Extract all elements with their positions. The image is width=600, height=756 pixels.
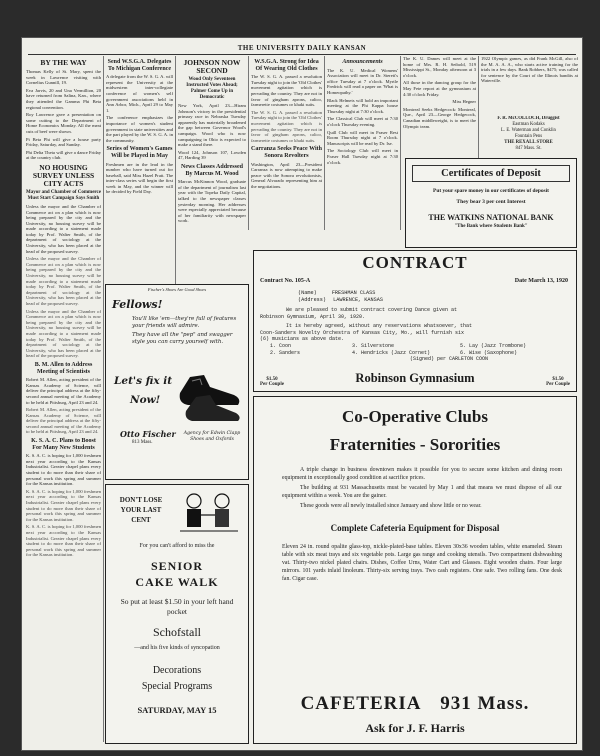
housing-body: Unless the mayor and the Chamber of Commerce act on a plan which is now being prepared by the city and the University, no housing survey will be made according to a statement made today by Prof. Walter Smith, of the department of sociology at the University, who has been placed at the head of the proposed survey. [26, 308, 101, 359]
announcement: Quill Club will meet in Fraser Rest Room Thursday night at 7 o'clock. Manuscripts will be read by Dr. Ise. [327, 129, 398, 146]
brief: Pi Beta Phi will give a house party Friday, Saturday, and Sunday. [26, 136, 101, 148]
contract-signed: (Signed) per CARLETON COON [410, 356, 489, 363]
old-clothes-body: The W. S. G. A. passed a resolution Tuesday night to join the 'Old Clothes' movement agitation which is pervading the country. They are not in favor of gingham aprons, calico, farmerette costumes or khaki suits. [251, 109, 322, 143]
contract-line: Coon-Sanders Novelty Orchestra of Kansas City, Mo., will furnish six [260, 329, 465, 336]
player: 2. Sanders [270, 349, 301, 356]
announcement: The Classical Club will meet at 7:30 o'clock Thursday evening. [327, 116, 398, 127]
cakewalk-extra: Special Programs [141, 681, 213, 692]
name-value: FRESHMAN CLASS [331, 290, 376, 296]
cakewalk-ad [105, 484, 249, 744]
contract-number: Contract No. 105-A [260, 278, 311, 284]
cafeteria-name: CAFETERIA [300, 693, 421, 714]
deposit-ad [405, 158, 577, 248]
column-rule [103, 56, 104, 742]
cafeteria-ad [253, 396, 577, 744]
fellows-pitch: You'll like 'em—they're full of features your friends will admire. [132, 316, 237, 329]
announcement: The Sociology Club will meet in Fraser Hall Tuesday night at 7:30 o'clock. [327, 148, 398, 165]
contract-line: We are pleased to submit contract covering Dance given at [286, 307, 458, 313]
johnson-tally: Wood 124, Johnson 107, Lowden 47, Harding 39 [178, 149, 246, 161]
masthead: THE UNIVERSITY DAILY KANSAN [237, 44, 367, 52]
womens-games-headline: Series of Women's Games Will be Played in May [106, 146, 173, 159]
price-note: Per Couple [546, 382, 570, 387]
allen-body: Robert M. Allen, acting president of the Kansas Academy of Science, will deliver the principal address at the fifty-second annual meeting of the Academy to be held at Pittsburg, April 23 and 24. [26, 407, 101, 435]
druggist-name: F. R. McCOLLOCH, Druggist [497, 116, 560, 121]
contract-date: Date March 13, 1920 [514, 278, 568, 284]
dont-lose-text [110, 495, 172, 525]
cakewalk-line: CENT [131, 516, 151, 524]
column-5 [327, 56, 398, 246]
column-rule [400, 56, 401, 230]
player: 4. Hendricks (Jazz Cornet) [352, 349, 431, 356]
equipment-list: Eleven 24 in. round opalite glass-top, nickle-plated-base tables. Eleven 30x36 wooden tables, white enameled. Steam table with six meat trays and six vegetable pots. Large gas range and cooking utensils. Two compartment dishwashing vat. Thirty-two nickel plated chairs. Dishes, Coffee Urns, Water Cart and Glasses. Eight wooden chairs. Four large mirrors. 101 yards inlaid linoleum. Thirty-six serving trays. Two cash registers. One safe. Two rolling fans. One desk fan. Cigar case. [282, 543, 562, 582]
player: 5. Lay (Jazz Trombone) [460, 342, 527, 349]
cakewalk-price: So put at least $1.50 in your left hand pocket [120, 597, 234, 616]
price-note: Per Couple [260, 382, 284, 387]
coop-body: A triple change in business downtown makes it possible for you to secure some kitchen and dining room equipment in exceptionally good condition at sacrifice prices. [282, 467, 562, 481]
coop-title: Co-Operative Clubs [342, 407, 488, 426]
cakewalk-title-2: CAKE WALK [135, 575, 219, 589]
johnson-headline: JOHNSON NOW SECOND [183, 58, 241, 75]
ksac-body: K. S. A. C. is hoping for 1,000 freshmen next year according to the Kansas Industrialist. Greater chapel plans every student to do more than their share of personal work this spring and summer for the Kansas institution. [26, 524, 101, 558]
brief: Roy Lawrence gave a presentation on some cutting to the Department of Home Economics Monday. All the meat cuts of beef were shown. [26, 112, 101, 134]
column-1 [26, 56, 101, 746]
news-classes-body: Marcus McKinnon Wood, graduate of the department of journalism last year with the Topeka Daily Capital, talked to the newspaper classes yesterday morning. Her addresses were especially appreciated because of her familiarity with newspaper work. [178, 179, 246, 224]
deposit-line: Put your spare money in our certificates of deposit [433, 188, 549, 194]
druggist-line: Eastman Kodaks [512, 122, 545, 127]
old-clothes-body: The W. S. G. A. passed a resolution Tuesday night to join the 'Old Clothes' movement agitation which is pervading the country. They are not in favor of gingham aprons, calico, farmerette costumes or khaki suits. [251, 74, 322, 108]
johnson-body: New York, April 23—Hiram Johnson's victory in the presidential primary race in Nebraska Tuesday apparently has materially broadened the gap between Governor Wood's campaign. Wood who is now campaigning in Ohio is expected to make a stand there. [178, 103, 246, 148]
player: 1. Coon [270, 342, 292, 349]
cakewalk-band-note: —and his five kinds of syncopation [134, 645, 220, 651]
druggist-store: THE REXALL STORE [504, 140, 553, 145]
womens-games-body: Freshmen are in the lead in the number who have turned out for baseball, said Miss Hazel Pratt. The inter-class series will begin the first week in May, and the winner will be decided by Field Day. [106, 161, 173, 195]
fischer-store-address: 813 Mass. [132, 440, 153, 445]
fellows-quote: They have all the "pep" and swagger style you can carry yourself with. [132, 332, 233, 345]
cakewalk-title-1: SENIOR [150, 559, 203, 573]
announcement: Montreal Seeks Hedgecock: Montreal, Que., April 23—George Hedgecock, Canadian middleweight, is to meet the Olympic team. [403, 106, 476, 129]
cakewalk-extra: Decorations [152, 665, 202, 676]
ksac-body: K. S. A. C. is hoping for 1,000 freshmen next year according to the Kansas Industrialist. Greater chapel plans every student to do more than their share of personal work this spring and summer for the Kansas institution. [26, 488, 101, 522]
column-7 [481, 56, 578, 116]
announcements-heading: Announcements [342, 59, 383, 65]
johnson-subhead: Wood Only Seventeen Instructed Votes Ahead; Palmer Come Up in Democratic [186, 77, 238, 100]
name-label: (Name) [298, 290, 317, 296]
druggist-line: L. E. Waterman and Conklin [501, 128, 556, 133]
cta-fix-it: Let's fix it [114, 375, 173, 387]
announcement: All those in the dancing group for the May Fete report at the gymnasium at 4:30 o'clock Friday. [403, 80, 476, 97]
deposit-title: Certificates of Deposit [412, 165, 570, 182]
wsga-delegates-body: The conference emphasizes the importance of women's student government in state universities and the part played by the W. S. G. A. in the community. [106, 115, 173, 143]
newspaper-page [22, 38, 582, 750]
deposit-line: They bear 3 per cent Interest [456, 199, 526, 205]
bank-name: THE WATKINS NATIONAL BANK [428, 213, 554, 222]
brief: Thomas Kelly of St. Mary, spent the week in Lawrence visiting with Cornelius Gunnill, 19. [26, 69, 101, 86]
coop-body: The building at 931 Massachusetts must be vacated by May 1 and that means we must dispose of all our equipment within a week. You are the gainer. [282, 485, 562, 499]
fischer-header: Fischer's Shoes Are Good Shoes [147, 287, 207, 292]
contract-line: It is hereby agreed, without any reservations whatsoever, that [286, 323, 473, 330]
cakewalk-band: Schofstall [153, 625, 201, 639]
price-right [546, 377, 570, 387]
cafeteria-subhead: Complete Cafeteria Equipment for Disposal [330, 522, 500, 533]
allen-headline: B. M. Allen to Address Meeting of Scientists [34, 361, 93, 375]
coop-body: These goods were all newly installed since January and show little or no wear. [300, 503, 482, 510]
announcement: Black Helmets will hold an important meeting at the Phi Kappa house Thursday night at 7:30 o'clock. [327, 97, 398, 114]
housing-body: Unless the mayor and the Chamber of Commerce act on a plan which is now being prepared by the city and the University, no housing survey will be made according to a statement made today by Prof. Walter Smith, of the department of sociology at the University, who has been placed at the head of the proposed survey. [26, 203, 101, 254]
column-6 [403, 56, 476, 156]
news-classes-headline: News Classes Addressed By Marcus M. Wood [181, 163, 243, 177]
column-4 [251, 56, 322, 246]
column-rule [248, 56, 249, 230]
contract-venue: Robinson Gymnasium [355, 371, 475, 385]
brief: Eva Jarvis, 20 and Una Vermillion, 20 have returned from Salina, Kan., where they attended the Gamma Phi Beta regional convention. [26, 87, 101, 110]
housing-subhead: Mayor and Chamber of Commerce Must Start Campaign Says Smith [26, 189, 101, 201]
bank-tagline: "The Bank where Students Bank" [454, 224, 528, 229]
oxford-shoes-illustration [176, 369, 244, 427]
carranza-body: Washington, April 23—President Carranza is now attempting to make peace with the Sonora revolutionists, General Alvarado representing him at the negotiations. [251, 161, 322, 189]
allen-body: Robert M. Allen, acting president of the Kansas Academy of Science, will deliver the principal address at the fifty-second annual meeting of the Academy to be held at Pittsburg, April 23 and 24. [26, 377, 101, 405]
players-grid [260, 343, 570, 356]
contract-line: Robinson Gymnasium, April 30, 1920. [260, 313, 366, 320]
fischer-agency: Agency for Edwin Clapp Shoes and Oxfords [183, 431, 241, 442]
wsga-delegates-body: A delegate from the W. S. G. A. will represent the University at the midwestern inter-collegiate conference of women's self government associations held in Ann Arbor, Mich., April 29 to May 1. [106, 74, 173, 113]
carranza-headline: Carranza Seeks Peace With Sonora Revolters [251, 146, 322, 159]
contract-title: CONTRACT [362, 253, 468, 272]
cta-now: Now! [130, 394, 161, 406]
announcement: The K. U. Dames will meet at the home of Mrs. R. H. Seibold, 519 Mississippi St., Monday afternoon at 3 o'clock. [403, 56, 476, 78]
fraternities-title: Fraternities - Sororities [329, 435, 501, 454]
fellows-title: Fellows! [112, 298, 163, 311]
housing-body: Unless the mayor and the Chamber of Commerce act on a plan which is now being prepared by the city and the University, no housing survey will be made according to a statement made today by Prof. Walter Smith, of the department of sociology at the University, who has been placed at the head of the proposed survey. [26, 256, 101, 306]
column-rule [324, 56, 325, 230]
contract-addressee [298, 290, 383, 304]
cafeteria-number: 931 Mass. [440, 693, 530, 714]
address-value: LAWRENCE, KANSAS [333, 297, 383, 303]
column-2 [106, 56, 173, 246]
druggist-address: 847 Mass. St. [515, 146, 542, 151]
cartoon-illustration [176, 489, 242, 535]
player: 6. Wise (Saxophone) [460, 349, 518, 356]
by-the-way-heading: BY THE WAY [40, 58, 87, 67]
address-label: (Address) [298, 297, 327, 303]
olympic-story: 1922 Olympic games, as did Frank McGill, also of the M. A. A. A., who starts active training for the trials in a few days. Bank Robbers, $475; was called for sentence by the Court of the Illinois bandits at Waterville. [481, 56, 578, 84]
price: $1.50 [266, 377, 278, 382]
fischer-store-name: Otto Fischer [120, 429, 176, 439]
druggist-ad [481, 116, 576, 154]
masthead-rule [28, 54, 576, 55]
signature: Miss Hegner [452, 99, 476, 105]
fischer-shoes-ad [105, 284, 249, 480]
player: 3. Silverstone [352, 342, 395, 349]
ksac-headline: K. S. A. C. Plans to Boost For Many New Students [31, 438, 96, 451]
contract-body [260, 307, 570, 363]
cakewalk-line: DON'T LOSE [119, 496, 163, 504]
housing-headline: NO HOUSING SURVEY UNLESS CITY ACTS [32, 162, 95, 188]
ksac-body: K. S. A. C. is hoping for 1,000 freshmen next year according to the Kansas Industrialist. Greater chapel plans every student to do more than their share of personal work this spring and summer for the Kansas institution. [26, 453, 101, 487]
announcement: The K. U. Medical Womens' Association will meet in Dr. Sterett's office Tuesday at 7 o'clock. Myrtle Fredrick will read a paper on 'What is Homeopathy.' [327, 67, 398, 95]
column-3 [178, 56, 246, 246]
brief: Phi Delta Theta will give a dance Friday at the country club. [26, 149, 101, 161]
cakewalk-for: For you can't afford to miss the [139, 543, 215, 549]
old-clothes-headline: W.S.G.A. Strong for Idea Of Wearing Old Clothes [254, 59, 319, 72]
cakewalk-date: SATURDAY, MAY 15 [137, 705, 217, 715]
cafeteria-address-banner [254, 693, 576, 715]
cakewalk-line: YOUR LAST [120, 506, 162, 514]
contract-ad [253, 250, 577, 392]
ask-for: Ask for J. F. Harris [365, 721, 465, 735]
druggist-line: Fountain Pens [514, 134, 543, 139]
contract-line: (6) musicians as above date. [260, 336, 345, 343]
price: $1.50 [552, 377, 564, 382]
wsga-delegates-headline: Send W.S.G.A. Delegates To Michigan Conference [107, 59, 172, 72]
